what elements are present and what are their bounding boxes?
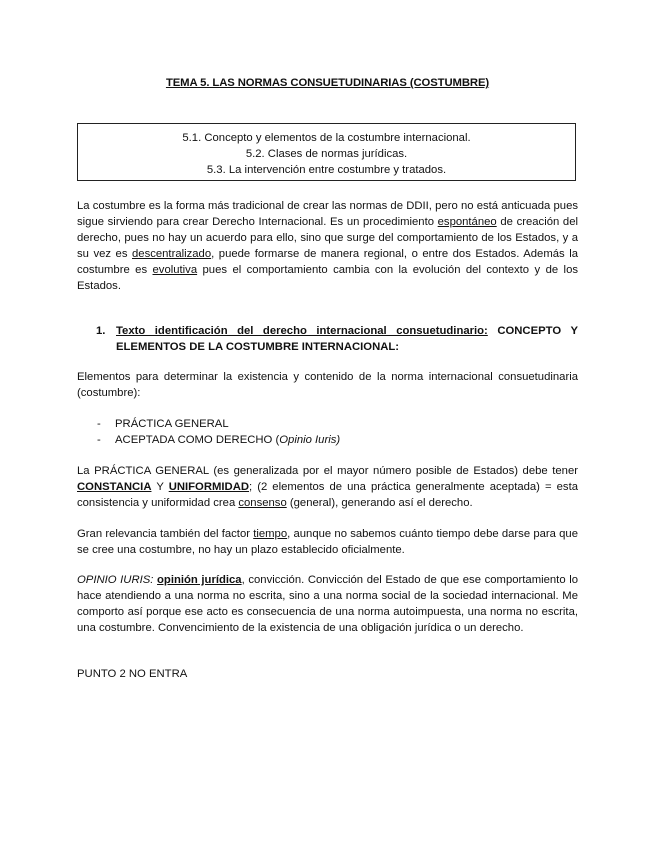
toc-item: 5.2. Clases de normas jurídicas. [245,148,408,160]
section-heading-rest: CONCEPTO Y ELEMENTOS DE LA COSTUMBRE INTERNACIONAL: [116,325,578,353]
tiempo-text: Gran relevancia también del factor [77,528,254,540]
tiempo-paragraph [77,526,578,558]
practica-text: (general), generando así el derecho. [286,497,473,509]
term-descentralizado: descentralizado [132,248,212,260]
section-heading-underlined: Texto identificación del derecho internacional consuetudinario: [116,325,488,337]
intro-paragraph [77,198,578,294]
list-item-text: ACEPTADA COMO DERECHO ( [115,434,280,446]
opinio-text: , convicción. Convicción del Estado de que ese comportamiento lo hace atendiendo a una norma no escrita, sino a una norma social de la sociedad internacional. Me comporto así porque ese acto es consecuencia de una norma autoimpuesta, una norma no escrita, una costumbre. Convencimiento de la existencia de una obligación jurídica o un derecho. [77,574,578,634]
section-1-heading [96,323,578,355]
list-item-italic: Opinio Iuris) [279,434,341,446]
opinio-paragraph [77,572,578,636]
list-item-text: PRÁCTICA GENERAL [115,418,229,430]
practica-text: ; (2 elementos de una práctica generalmente aceptada) = esta consistencia y uniformidad crea [77,481,578,509]
tiempo-text: , aunque no sabemos cuánto tiempo debe darse para que se cree una costumbre, no hay un plazo establecido oficialmente. [77,528,578,556]
bullet-dash: - [97,434,101,446]
document-title: TEMA 5. LAS NORMAS CONSUETUDINARIAS (COSTUMBRE) [165,77,490,89]
table-of-contents [77,123,576,181]
bullet-dash: - [97,418,101,430]
term-consenso: consenso [238,497,287,509]
term-evolutiva: evolutiva [152,264,198,276]
intro-text: pues el comportamiento cambia con la evolución del contexto y de los Estados. [77,264,578,292]
elements-list [97,416,577,448]
term-opinion-juridica: opinión jurídica [157,574,242,586]
term-espontaneo: espontáneo [437,216,497,228]
intro-text: de creación del derecho, pues no hay un acuerdo para ello, sino que surge del comportamiento de los Estados, y a su vez es [77,216,578,260]
practica-text: La PRÁCTICA GENERAL (es generalizada por el mayor número posible de Estados) debe tener [77,465,578,477]
practica-paragraph [77,463,578,511]
list-item [97,416,577,432]
punto-2-note: PUNTO 2 NO ENTRA [77,668,188,680]
list-item [97,432,577,448]
toc-item: 5.1. Concepto y elementos de la costumbre internacional. [182,132,471,144]
practica-text: Y [151,481,169,493]
term-tiempo: tiempo [253,528,288,540]
term-constancia: CONSTANCIA [77,481,152,493]
opinio-label: OPINIO IURIS: [77,574,154,586]
intro-text: La costumbre es la forma más tradicional de crear las normas de DDII, pero no está anticuada pues sigue sirviendo para crear Derecho Internacional. Es un procedimiento [77,200,578,228]
intro-text: , puede formarse de manera regional, o entre dos Estados. Además la costumbre es [77,248,578,276]
toc-item: 5.3. La intervención entre costumbre y tratados. [206,164,447,176]
section-number: 1. [96,325,106,337]
term-uniformidad: UNIFORMIDAD [168,481,250,493]
elements-intro: Elementos para determinar la existencia y contenido de la norma internacional consuetudinaria (costumbre): [77,371,578,399]
